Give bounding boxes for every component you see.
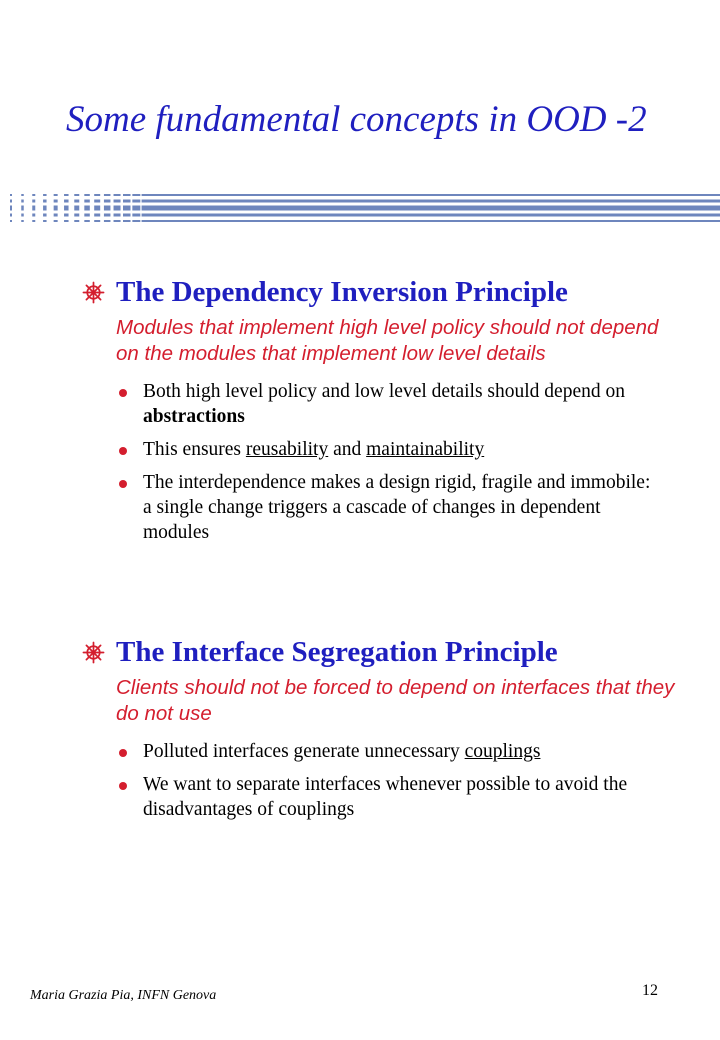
section-description: Clients should not be forced to depend on interfaces that they do not use xyxy=(116,676,675,725)
ship-wheel-icon xyxy=(82,641,105,664)
divider-gap xyxy=(100,193,104,223)
section-dependency-inversion xyxy=(82,276,682,553)
item-text: The interdependence makes a design rigid, fragile and immobile: a single change triggers a cascade of changes in dependent modules xyxy=(143,472,651,543)
divider-gap xyxy=(47,193,54,223)
bullet-dot xyxy=(119,447,127,455)
title-divider-stripes xyxy=(0,193,720,223)
section-interface-segregation xyxy=(82,636,682,830)
list-item xyxy=(82,739,653,764)
divider-stripe xyxy=(0,194,720,196)
divider-gap xyxy=(69,193,75,223)
list-item xyxy=(82,470,653,545)
item-bold-text: abstractions xyxy=(143,406,245,427)
section-heading-text: The Interface Segregation Principle xyxy=(116,636,558,668)
divider-gap xyxy=(12,193,21,223)
slide-title: Some fundamental concepts in OOD -2 xyxy=(66,99,647,140)
divider-gap xyxy=(79,193,84,223)
divider-gap xyxy=(58,193,64,223)
item-text: and xyxy=(328,439,367,460)
list-item xyxy=(82,437,653,462)
divider-gap xyxy=(24,193,33,223)
section-heading xyxy=(82,276,682,309)
item-text: This ensures xyxy=(143,439,246,460)
divider-gap xyxy=(0,193,10,223)
list-item xyxy=(82,772,653,822)
divider-gap xyxy=(140,193,141,223)
divider-gap xyxy=(121,193,123,223)
bullet-dot xyxy=(119,389,127,397)
footer-author: Maria Grazia Pia, INFN Genova xyxy=(30,988,217,1003)
bullet-dot xyxy=(119,782,127,790)
item-text: Polluted interfaces generate unnecessary xyxy=(143,741,465,762)
section-heading-text: The Dependency Inversion Principle xyxy=(116,276,568,308)
divider-gap xyxy=(90,193,94,223)
list-item xyxy=(82,379,653,429)
item-underlined-text: couplings xyxy=(464,741,541,762)
divider-gap xyxy=(130,193,132,223)
ship-wheel-icon xyxy=(82,281,105,304)
divider-gap xyxy=(110,193,113,223)
divider-stripe xyxy=(0,214,720,217)
item-underlined-text: maintainability xyxy=(366,439,485,460)
bullet-list xyxy=(82,739,682,822)
section-heading xyxy=(82,636,682,669)
section-description: Modules that implement high level policy should not depend on the modules that implement low level details xyxy=(116,316,659,365)
page-number: 12 xyxy=(642,982,658,999)
item-text: Both high level policy and low level details should depend on xyxy=(143,381,625,402)
divider-stripe xyxy=(0,220,720,222)
item-underlined-text: reusability xyxy=(245,439,329,460)
bullet-dot xyxy=(119,749,127,757)
bullet-dot xyxy=(119,480,127,488)
divider-stripe xyxy=(0,200,720,203)
divider-gap xyxy=(35,193,43,223)
item-text: We want to separate interfaces whenever possible to avoid the disadvantages of couplings xyxy=(143,774,628,820)
bullet-list xyxy=(82,379,682,545)
divider-stripe xyxy=(0,206,720,211)
